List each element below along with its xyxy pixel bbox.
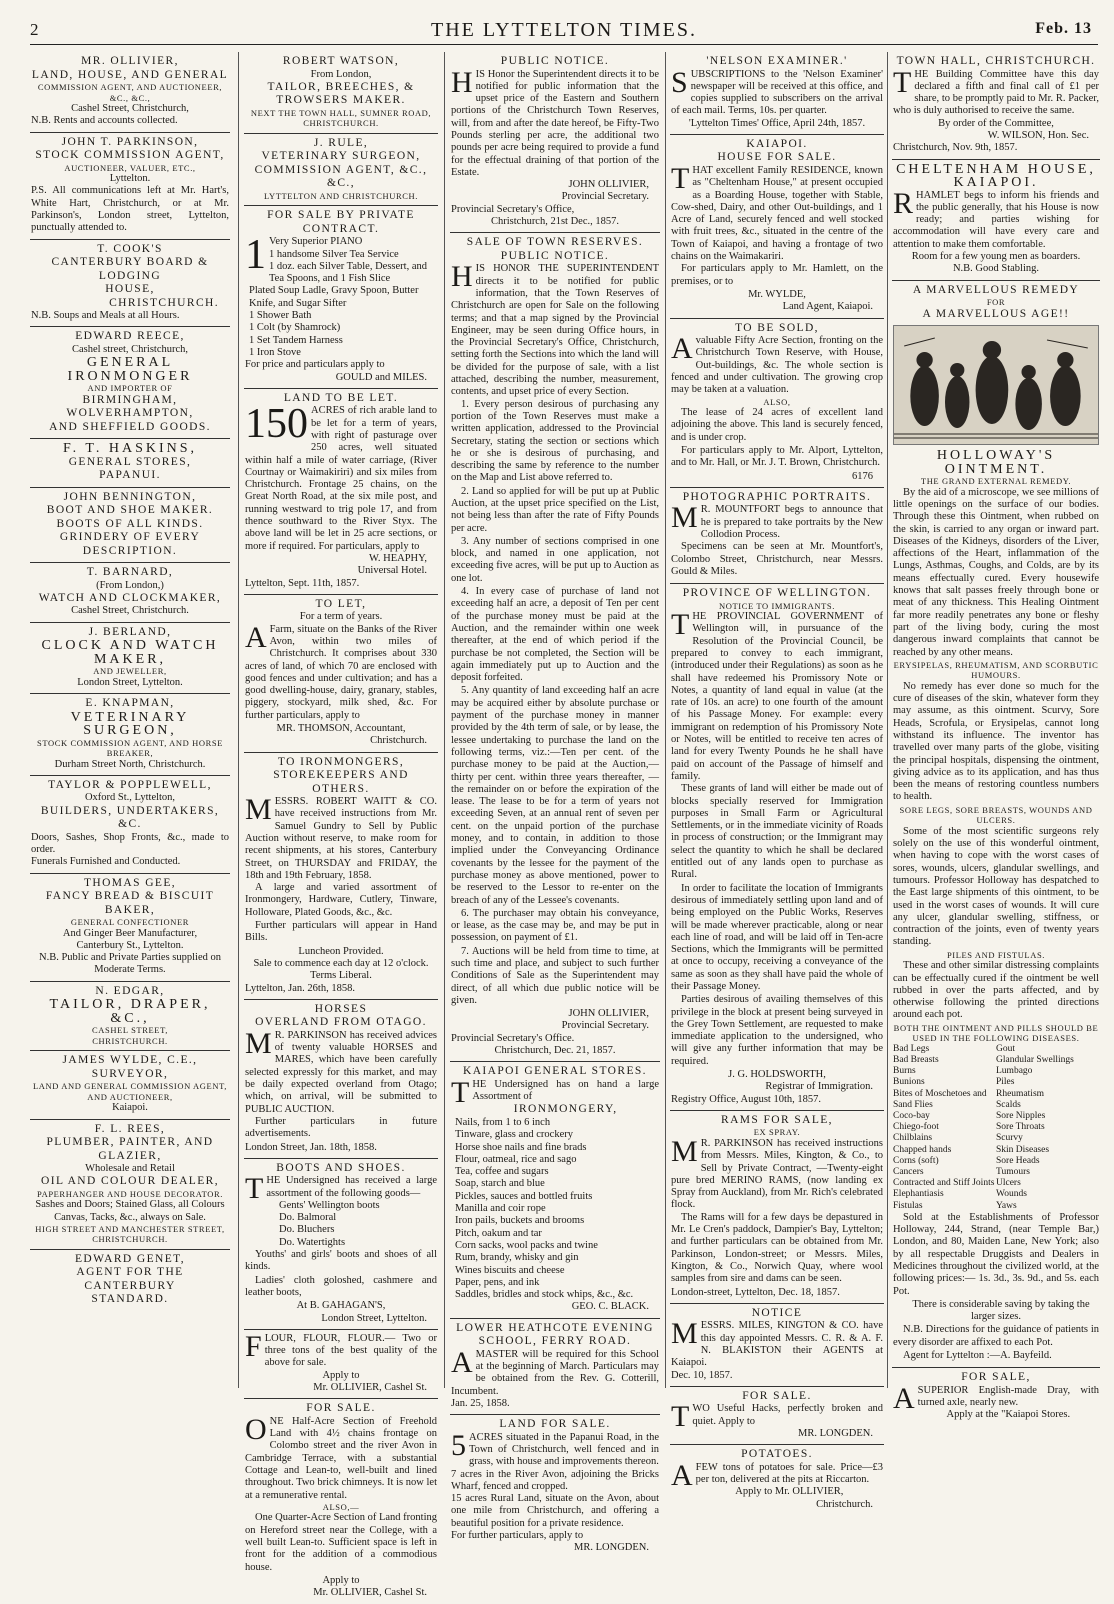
list-item: Lumbago <box>996 1066 1033 1077</box>
list-item: Nails, from 1 to 6 inch <box>455 1116 551 1128</box>
list-item: Rheumatism <box>996 1088 1045 1099</box>
ad-horses: HORSES OVERLAND FROM OTAGO. M R. PARKINSON has received advices of twenty valuable HORSES and MARES, which have been carefully selected expressly for this market, and may be daily expected overland from Otago; which, on arrival, will be submitted to PUBLIC AUCTION. Further particulars in future advertisements. London Street, Jan. 18th, 1858. <box>244 1000 438 1159</box>
list-item: Saddles, bridles and stock whips, &c., &c. <box>455 1289 634 1301</box>
ad-haskins: F. T. HASKINS, GENERAL STORES, PAPANUI. <box>30 439 230 488</box>
ad-boots-shoes: BOOTS AND SHOES. THE Undersigned has received a large assortment of the following goods— Gents' Wellington boots Do. Balmoral Do. Bluchers Do. Watertights Youths' and girls' boots and shoes of all kinds. Ladies' cloth goloshed, cashmere and leather boots, At B. GAHAGAN'S, London Street, Lyttelton. <box>244 1159 438 1330</box>
list-item: Scalds <box>996 1099 1021 1110</box>
ad-gee: THOMAS GEE, FANCY BREAD & BISCUIT BAKER, GENERAL CONFECTIONER And Ginger Beer Manufacturer, Canterbury St., Lyttelton. N.B. Public and Private Parties supplied on Moderate Terms. <box>30 874 230 982</box>
page-number: 2 <box>30 20 39 39</box>
list-item: Sore Heads <box>996 1155 1040 1166</box>
list-item: Pitch, oakum and tar <box>455 1227 542 1239</box>
list-item: Chapped hands <box>893 1144 952 1155</box>
disease-list <box>893 1044 1099 1212</box>
list-item: Burns <box>893 1066 916 1077</box>
list-item: Tinware, glass and crockery <box>455 1129 573 1141</box>
list-item: Corns (soft) <box>893 1155 939 1166</box>
list-item: Piles <box>996 1077 1015 1088</box>
ad-wylde: JAMES WYLDE, C.E., SURVEYOR, LAND AND GENERAL COMMISSION AGENT, AND AUCTIONEER, Kaiapoi. <box>30 1051 230 1119</box>
column-rule <box>665 52 666 1388</box>
column-3 <box>450 52 660 1554</box>
ad-bennington: JOHN BENNINGTON, BOOT AND SHOE MAKER. BOOTS OF ALL KINDS. GRINDERY OF EVERY DESCRIPTION. <box>30 488 230 564</box>
list-item: Gout <box>996 1043 1015 1054</box>
list-item: Horse shoe nails and fine brads <box>455 1141 587 1153</box>
ad-ollivier: MR. OLLIVIER, LAND, HOUSE, AND GENERAL COMMISSION AGENT, AND AUCTIONEER, &C., &C., Cashel Street, Christchurch, N.B. Rents and accounts collected. <box>30 52 230 133</box>
list-item: Sore Throats <box>996 1122 1045 1133</box>
list-item: Glandular Swellings <box>996 1054 1074 1065</box>
ad-reece: EDWARD REECE, Cashel street, Christchurch, GENERAL IRONMONGER AND IMPORTER OF BIRMINGHAM, WOLVERHAMPTON, AND SHEFFIELD GOODS. <box>30 327 230 439</box>
ad-rees: F. L. REES, PLUMBER, PAINTER, AND GLAZIER, Wholesale and Retail OIL AND COLOUR DEALER, PAPERHANGER AND HOUSE DECORATOR. Sashes and Doors; Stained Glass, all Colours Canvas, Tacks, &c., always on Sale. HIGH STREET AND MANCHESTER STREET, CHRISTCHURCH. <box>30 1120 230 1250</box>
ad-rams: RAMS FOR SALE, EX SPRAY. M R. PARKINSON has received instructions from Messrs. Miles, Kington, & Co., to Sell by Private Contract, —Twenty-eight pure bred MERINO RAMS, (now landing ex Spray from Auckland), from Mr. Rich's celebrated flock. The Rams will for a few days be depastured in Mr. Le Cren's paddock, Dampier's Bay, Lyttelton; and further particulars can be obtained from Mr. Parkinson, London-street; or Messrs. Miles, Kington, & Co., Norwich Quay, where wool samples from sire and dams can be seen. London-street, Lyttelton, Dec. 18, 1857. <box>670 1111 884 1304</box>
ad-potatoes: POTATOES. AFEW tons of potatoes for sale. Price—£3 per ton, delivered at the pits at Riccarton. Apply to Mr. OLLIVIER, Christchurch. <box>671 1448 883 1510</box>
list-item: Wines biscuits and cheese <box>455 1264 565 1276</box>
column-rule <box>444 52 445 1388</box>
ad-notice-blakiston: NOTICE MESSRS. MILES, KINGTON & CO. have this day appointed Messrs. C. R. & A. F. N. BLAKISTON their AGENTS at Kaiapoi. Dec. 10, 1857. <box>670 1304 884 1387</box>
masthead <box>30 18 1098 45</box>
ad-genet: EDWARD GENET, AGENT FOR THE CANTERBURY STANDARD. <box>75 1252 185 1306</box>
column-5 <box>892 52 1100 1421</box>
ad-knapman: E. KNAPMAN, VETERINARY SURGEON, STOCK COMMISSION AGENT, AND HORSE BREAKER, Durham Street North, Christchurch. <box>30 694 230 776</box>
list-item: Tumours <box>996 1166 1030 1177</box>
newspaper-title: THE LYTTELTON TIMES. <box>431 19 697 41</box>
ad-private-contract: FOR SALE BY PRIVATE CONTRACT. 1 Very Superior PIANO 1 handsome Silver Tea Service 1 doz. each Silver Table, Dessert, and Tea Spoons, and 1 Fish Slice Plated Soup Ladle, Gravy Spoon, Butter Knife, and Sugar Sifter 1 Shower Bath 1 Colt (by Shamrock) 1 Set Tandem Harness 1 Iron Stove For price and particulars apply to GOULD and MILES. <box>244 206 438 389</box>
ad-for-sale-freehold: FOR SALE. ONE Half-Acre Section of Freehold Land with 4½ chains frontage on Colombo street and the river Avon in Cambridge Terrace, with a substantial Cottage and Lean-to, well-built and lined throughout. Two brick chimneys. It is now let at a remunerative rental. ALSO,— One Quarter-Acre Section of Land fronting on Hereford street near the College, with a well built Lean-to. Sufficient space is left in front for the addition of a commodious house. Apply to Mr. OLLIVIER, Cashel St. <box>245 1402 438 1599</box>
list-item: Chiego-foot <box>893 1122 939 1133</box>
ad-land-for-sale: LAND FOR SALE. 5 ACRES situated in the Papanui Road, in the Town of Christchurch, well fenced and in grass, with house and improvements thereon. 7 acres in the River Avon, adjoining the Bricks Wharf, fenced and cropped. 15 acres Rural Land, situate on the Avon, about one mile from Christchurch, and offering a beautiful position for a private residence. For further particulars, apply to MR. LONGDEN. <box>451 1418 659 1554</box>
list-item: Ulcers <box>996 1178 1021 1189</box>
ad-cheltenham-house: CHELTENHAM HOUSE, KAIAPOI. RHAMLET begs to inform his friends and the public generally, that his House is now ready; and parties wishing for accommodation will have every care and attention to make them comfortable. Room for a few young men as boarders. N.B. Good Stabling. <box>892 160 1100 281</box>
list-item: Bites of Moschetoes and Sand Flies <box>893 1088 987 1110</box>
list-item: Soap, starch and blue <box>455 1178 545 1190</box>
column-2 <box>244 52 438 1599</box>
ad-town-reserves: SALE OF TOWN RESERVES. PUBLIC NOTICE. HIS HONOR THE SUPERINTENDENT directs it to be notified for public information, that the Town Reserves of Christchurch are open for Sale on the following terms; and that a map signed by the Provincial Engineer, may be seen during Office hours, in the Provincial Secretary's Office, Christchurch, setting forth the Sections into which the land will be divided for the purpose of sale, with a list attached, describing the number, measurement, contents, and upset price of every Section. 1. Every person desirous of purchasing any portion of the Town Reserves must make a written application, addressed to the Provincial Secretary, stating the section or sections which he or she is desirous of purchasing, and describing the same by reference to the number on the Map and List above referred to. 2. Land so applied for will be put up at Public Auction, at the upset price specified on the List, not being less than after the rate of Fifty Pounds per acre. 3. Any number of sections comprised in one block, and named in one application, not exceeding five acres, will be put up to Auction as one lot. 4. In every case of purchase of land not exceeding half an acre, a deposit of Ten per cent of the purchase money must be paid at the Auction, and the remainder within one week thereafter, at the end of which period if the purchase be not completed, the Section will be again immediately put up to Auction and the deposit forfeited. 5. Any quantity of land exceeding half an acre may be acquired either by absolute purchase or payment of the purchase money in manner provided by the 4th term of sale, or by lease, the lessee undertaking to purchase the land on the following terms, viz.:—Ten per cent. of the purchase money to be paid at the Auction,—thirty per cent. within three years thereafter, —the remainder on or before the expiration of the lease. The lease to be for a term of years not exceeding Seven, at an annual rent of seven per cent. on the unpaid portion of the purchase money, and to contain, in addition to those implied under the Conveyancing Ordinance covenants by the lessee for the payment of the purchase money as above mentioned, power to be reserved to the Lessor to re-enter on the breach of any of the Lessee's covenants. 6. The purchaser may obtain his conveyance, or lease, as the case may be, and may be put in possession, on payment of £1. 7. Auctions will be held from time to time, at such time and place, and subject to such further Conditions of Sale as the Superintendent may direct, of all which due public notice will be given. JOHN OLLIVIER, Provincial Secretary. Provincial Secretary's Office. Christchurch, Dec. 21, 1857. <box>450 233 660 1062</box>
ad-cook: T. COOK'S CANTERBURY BOARD & LODGING HOUSE, CHRISTCHURCH. N.B. Soups and Meals at all Hours. <box>30 240 230 328</box>
ad-photographic: PHOTOGRAPHIC PORTRAITS. M R. MOUNTFORT begs to announce that he is prepared to take portraits by the New Collodion Process. Specimens can be seen at Mr. Mountfort's, Colombo Street, Christchurch, near Messrs. Gould & Miles. <box>670 488 884 584</box>
ad-berland: J. BERLAND, CLOCK AND WATCH MAKER, AND JEWELLER, London Street, Lyttelton. <box>30 623 230 694</box>
list-item: Contracted and Stiff Joints <box>893 1178 995 1189</box>
issue-date: Feb. 13 <box>1035 20 1092 37</box>
list-item: Bunions <box>893 1077 925 1088</box>
list-item: Corn sacks, wool packs and twine <box>455 1239 598 1251</box>
ad-to-be-sold: TO BE SOLD, Avaluable Fifty Acre Section, fronting on the Christchurch Town Reserve, with House, Out-buildings, &c. The whole section is fenced and under cultivation. The growing crop may be taken at a valuation. ALSO, The lease of 24 acres of excellent land adjoining the above. This land is securely fenced, and is under crop. For particulars apply to Mr. Alport, Lyttelton, and to Mr. Hall, or Mr. J. T. Brown, Christchurch. 6176 <box>670 319 884 488</box>
engraving-illustration <box>893 325 1099 445</box>
ad-evening-school: LOWER HEATHCOTE EVENING SCHOOL, FERRY ROAD. AMASTER will be required for this School at the beginning of March. Particulars may be obtained from the Rev. G. Cotterill, Incumbent. Jan. 25, 1858. <box>450 1319 660 1415</box>
ad-parkinson: JOHN T. PARKINSON, STOCK COMMISSION AGENT, AUCTIONEER, VALUER, ETC., Lyttelton. P.S. All communications left at Mr. Hart's, White Hart, Christchurch, or at Mr. Parkinson's, London street, Lyttelton, punctually attended to. <box>30 133 230 240</box>
list-item: Rum, brandy, whisky and gin <box>455 1252 579 1264</box>
ad-public-notice: PUBLIC NOTICE. HIS Honor the Superintendent directs it to be notified for public information that the upset price of the Eastern and Southern portions of the Christchurch Town Reserves, will, from and after the date hereof, be Fifty-Two Pounds sterling per acre, the additional two pounds per acre being required to provide a fund for the effectual draining of that portion of the Estate. JOHN OLLIVIER, Provincial Secretary. Provincial Secretary's Office, Christchurch, 21st Dec., 1857. <box>450 52 660 233</box>
list-item: Wounds <box>996 1189 1027 1200</box>
list-item: Scurvy <box>996 1133 1023 1144</box>
ad-land-to-let: LAND TO BE LET. 150 ACRES of rich arable land to be let for a term of years, with right of pasturage over 250 acres, well situated within half a mile of water carriage, (River Courtnay or Waimakiriri) and six miles from Christchurch. Frontage 25 chains, on the Great North Road, at the six mile post, and running westward to trig pole 17, and from thence southward to the River Styx. The above land will be let in 25 acre sections, or more if required. For particulars, apply to W. HEAPHY, Universal Hotel. Lyttelton, Sept. 11th, 1857. <box>244 389 438 595</box>
list-item: Flour, oatmeal, rice and sago <box>455 1153 577 1165</box>
ad-hacks: FOR SALE. TWO Useful Hacks, perfectly broken and quiet. Apply to MR. LONGDEN. <box>670 1387 884 1445</box>
ad-kaiapoi-stores: KAIAPOI GENERAL STORES. THE Undersigned has on hand a large Assortment of IRONMONGERY, Nails, from 1 to 6 inch Tinware, glass and crockery Horse shoe nails and fine brads Flour, oatmeal, rice and sago Tea, coffee and sugars Soap, starch and blue Pickles, sauces and bottled fruits Manilla and coir rope Iron pails, buckets and brooms Pitch, oakum and tar Corn sacks, wool packs and twine Rum, brandy, whisky and gin Wines biscuits and cheese Paper, pens, and ink Saddles, bridles and stock whips, &c., &c. GEO. C. BLACK. <box>450 1062 660 1318</box>
ad-edgar: N. EDGAR, TAILOR, DRAPER, &C., CASHEL STREET, CHRISTCHURCH. <box>30 982 230 1052</box>
list-item: Fistulas <box>893 1200 923 1211</box>
ad-holloway: A MARVELLOUS REMEDY FOR A MARVELLOUS AGE!! HOLLOWAY'S OINTMENT. THE GRAND EXTERNAL REMEDY. By the aid of a microscope, we see millions of little openings on the surface of our bodies. Through these this Ointment, when rubbed on the skin, is carried to any organ or inward part. Diseases of the Kidneys, disorders of the Liver, affections of the Heart, inflammation of the Lungs, Asthmas, Coughs, and Colds, are by its means effectually cured. Every housewife knows that salt passes freely through bone or meat of any thickness. This Healing Ointment far more readily penetrates any bone or fleshy part of the living body, curing the most dangerous inward complaints that cannot be reached by any other means. ERYSIPELAS, RHEUMATISM, AND SCORBUTIC HUMOURS. No remedy has ever done so much for the cure of diseases of the skin, whatever form they may assume, as this ointment. Scurvy, Sore Heads, Scrofula, or Erysipelas, cannot long withstand its influence. The inventor has travelled over many parts of the globe, visiting the principal hospitals, dispensing the ointment, giving advice as to its application, and has thus been the means of restoring countless numbers to health. SORE LEGS, SORE BREASTS, WOUNDS AND ULCERS. Some of the most scientific surgeons rely solely on the use of this wonderful ointment, when having to cope with the worst cases of sores, wounds, ulcers, glandular swellings, and tumours. Professor Holloway has despatched to the East large shipments of this ointment, to be used in the worst cases of wounds. It will cure any ulcer, glandular swelling, stiffness, or contraction of the joints, even of twenty years standing. PILES AND FISTULAS. These and other similar distressing complaints can be effectually cured if the ointment be well rubbed in over the parts affected, and by otherwise following the printed directions around each pot. BOTH THE OINTMENT AND PILLS SHOULD BE USED IN THE FOLLOWING DISEASES. Bad Legs Bad Breasts Burns Bunions Bites of Moschetoes and Sand Flies Coco-bay Chiego-foot Chilblains Chapped hands Corns (soft) Cancers Contracted and Stiff Joints Elephantiasis Fistulas Gout Glandular Swellings Lumbago Piles Rheumatism Scalds Sore Nipples Sore Throats Scurvy Skin Diseases Sore Heads Tumours Ulcers Wounds Yaws Sold at the Establishments of Professor Holloway, 244, Strand, (near Temple Bar,) London, and 80, Maiden Lane, New York; also by all respectable Druggists and Dealers in Medicines throughout the civilized world, at the following prices:— 1s. 3d., 3s. 9d., and 5s. each Pot. There is considerable saving by taking the larger sizes. N.B. Directions for the guidance of patients in every disorder are affixed to each Pot. Agent for Lyttelton :—A. Bayfeild. <box>892 281 1100 1369</box>
column-1 <box>30 52 230 1388</box>
ad-dray: FOR SALE, ASUPERIOR English-made Dray, with turned axle, nearly new. Apply at the "Kaiapoi Stores. <box>893 1371 1099 1421</box>
ad-kaiapoi-house: KAIAPOI. HOUSE FOR SALE. THAT excellent Family RESIDENCE, known as "Cheltenham House," at present occupied as a Boarding House, together with Stable, Cow-shed, Dairy, and other Out-buildings, and 1 Acre of Land, securely fenced and well stocked with fruit trees, &c., situated in the centre of the Town of Kaiapoi, and having a frontage of two chains on the Waimakariri. For particulars apply to Mr. Hamlett, on the premises, or to Mr. WYLDE, Land Agent, Kaiapoi. <box>670 135 884 319</box>
ad-flour: FLOUR, FLOUR, FLOUR.— Two or three tons of the best quality of the above for sale. Apply to Mr. OLLIVIER, Cashel St. <box>244 1330 438 1399</box>
ad-ironmongers: TO IRONMONGERS, STOREKEEPERS AND OTHERS. MESSRS. ROBERT WAITT & CO. have received instructions from Mr. Samuel Gundry to Sell by Public Auction without reserve, to make room for recent shipments, at his stores, Canterbury Street, on THURSDAY and FRIDAY, the 18th and 19th February, 1858. A large and varied assortment of Ironmongery, Hardware, Cutlery, Tinware, Holloware, Plated Goods, &c., &c. Further particulars will appear in Hand Bills. Luncheon Provided. Sale to commence each day at 12 o'clock. Terms Liberal. Lyttelton, Jan. 26th, 1858. <box>244 753 438 1000</box>
list-item: Manilla and coir rope <box>455 1203 546 1215</box>
list-item: Sore Nipples <box>996 1110 1046 1121</box>
ad-nelson-examiner: 'NELSON EXAMINER.' SUBSCRIPTIONS to the 'Nelson Examiner' newspaper will be received at this office, and copies supplied to subscribers on the arrival of each mail. Terms, 10s. per quarter. 'Lyttelton Times' Office, April 24th, 1857. <box>670 52 884 135</box>
list-item: Bad Legs <box>893 1043 930 1054</box>
ad-town-hall: TOWN HALL, CHRISTCHURCH. THE Building Committee have this day declared a fifth and final call of £1 per share, to be promptly paid to Mr. R. Packer, who is duly authorised to receive the same. By order of the Committee, W. WILSON, Hon. Sec. Christchurch, Nov. 9th, 1857. <box>892 52 1100 160</box>
list-item: Yaws <box>996 1200 1017 1211</box>
list-item: Skin Diseases <box>996 1144 1050 1155</box>
ad-rule: J. RULE, VETERINARY SURGEON, COMMISSION AGENT, &C., &C., LYTTELTON AND CHRISTCHURCH. <box>244 134 438 207</box>
ad-watson: ROBERT WATSON, From London, TAILOR, BREECHES, & TROWSERS MAKER. NEXT THE TOWN HALL, SUMNER ROAD, CHRISTCHURCH. <box>244 52 438 134</box>
column-4 <box>670 52 884 1510</box>
ad-wellington: PROVINCE OF WELLINGTON. NOTICE TO IMMIGRANTS. THE PROVINCIAL GOVERNMENT of Wellington will, in pursuance of the Resolution of the Provincial Council, be prepared to convey to each immigrant, (introduced under their Regulations) as soon as he shall have redeemed his Promissory Note or Notes, a quantity of land equal in value (at the rate of 10s. an acre) to one fourth of the amount of his Passage Money. For example: every immigrant on redemption of his Promissory Note or Notes, will be entitled to receive ten acres of land for every Twenty Pounds he he shall have paid on account of the Passage of himself and family. These grants of land will either be made out of blocks specially reserved for Immigration purposes in Small Farm or Agricultural Settlements, or in the immediate vicinity of Roads in process of construction; or the Immigrant may select the quantity to which he shall be declared entitled out of any lands open to purchase as Rural. In order to facilitate the location of Immigrants desirous of immediately settling upon land and of being employed on the Public Works, Reserves will be made wherever practicable, along or near each line of road, and will be laid off in Ten-acre Sections, which the Immigrants will be permitted at once to occupy, receiving a conveyance of the same as soon as they shall have paid the whole of their Passage Money. Parties desirous of availing themselves of this privilege in the block at present being surveyed in the Grey Town Settlement, are requested to make immediate application to the undersigned, who will give any further information that may be required. J. G. HOLDSWORTH, Registrar of Immigration. Registry Office, August 10th, 1857. <box>670 584 884 1111</box>
list-item: Iron pails, buckets and brooms <box>455 1215 585 1227</box>
list-item: Bad Breasts <box>893 1054 939 1065</box>
ad-barnard: T. BARNARD, (From London,) WATCH AND CLOCKMAKER, Cashel Street, Christchurch. <box>30 563 230 623</box>
list-item: Elephantiasis <box>893 1189 944 1200</box>
list-item: Cancers <box>893 1166 924 1177</box>
column-rule <box>238 52 239 1388</box>
list-item: Coco-bay <box>893 1110 930 1121</box>
ad-taylor-popplewell: TAYLOR & POPPLEWELL, Oxford St., Lyttelton, BUILDERS, UNDERTAKERS, &C. Doors, Sashes, Shop Fronts, &c., made to order. Funerals Furnished and Conducted. <box>30 776 230 874</box>
column-rule <box>887 52 888 1388</box>
list-item: Tea, coffee and sugars <box>455 1166 549 1178</box>
list-item: Paper, pens, and ink <box>455 1276 540 1288</box>
list-item: Chilblains <box>893 1133 933 1144</box>
list-item: Pickles, sauces and bottled fruits <box>455 1190 593 1202</box>
ad-to-let-farm: TO LET, For a term of years. A Farm, situate on the Banks of the River Avon, within two miles of Christchurch. It comprises about 330 acres of land, of which 70 are enclosed with good fences and under cultivation; and has a good dwelling-house, dairy, granary, stables, piggery, stockyard, milk shed, &c. For further particulars, apply to MR. THOMSON, Accountant, Christchurch. <box>244 595 438 753</box>
